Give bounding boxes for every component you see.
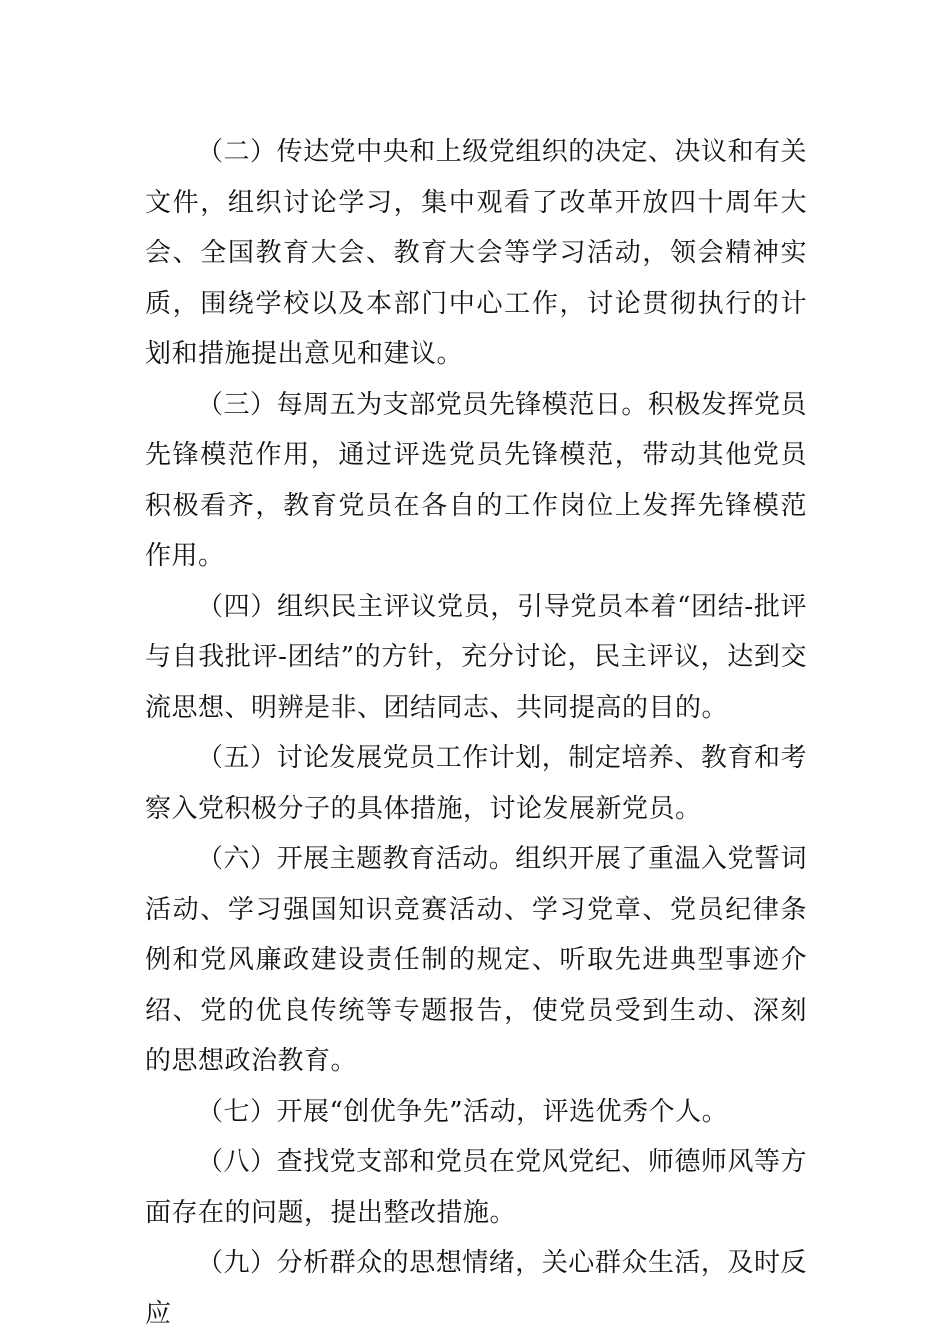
paragraph-8: （八）查找党支部和党员在党风党纪、师德师风等方面存在的问题，提出整改措施。 xyxy=(145,1147,807,1228)
document-page xyxy=(145,127,807,1339)
paragraph-6: （六）开展主题教育活动。组织开展了重温入党誓词活动、学习强国知识竞赛活动、学习党章、党员纪律条例和党风廉政建设责任制的规定、听取先进典型事迹介绍、党的优良传统等专题报告，使党员受到生动、深刻的思想政治教育。 xyxy=(145,844,807,1076)
paragraph-9: （九）分析群众的思想情绪，关心群众生活，及时反应 xyxy=(145,1248,807,1329)
paragraph-3: （三）每周五为支部党员先锋模范日。积极发挥党员先锋模范作用，通过评选党员先锋模范，带动其他党员积极看齐，教育党员在各自的工作岗位上发挥先锋模范作用。 xyxy=(145,389,807,571)
paragraph-5: （五）讨论发展党员工作计划，制定培养、教育和考察入党积极分子的具体措施，讨论发展新党员。 xyxy=(145,743,807,824)
paragraph-4: （四）组织民主评议党员，引导党员本着“团结-批评与自我批评-团结”的方针，充分讨论，民主评议，达到交流思想、明辨是非、团结同志、共同提高的目的。 xyxy=(145,591,807,723)
paragraph-2: （二）传达党中央和上级党组织的决定、决议和有关文件，组织讨论学习，集中观看了改革开放四十周年大会、全国教育大会、教育大会等学习活动，领会精神实质，围绕学校以及本部门中心工作，讨论贯彻执行的计划和措施提出意见和建议。 xyxy=(145,137,807,369)
paragraph-7: （七）开展“创优争先”活动，评选优秀个人。 xyxy=(197,1096,729,1127)
